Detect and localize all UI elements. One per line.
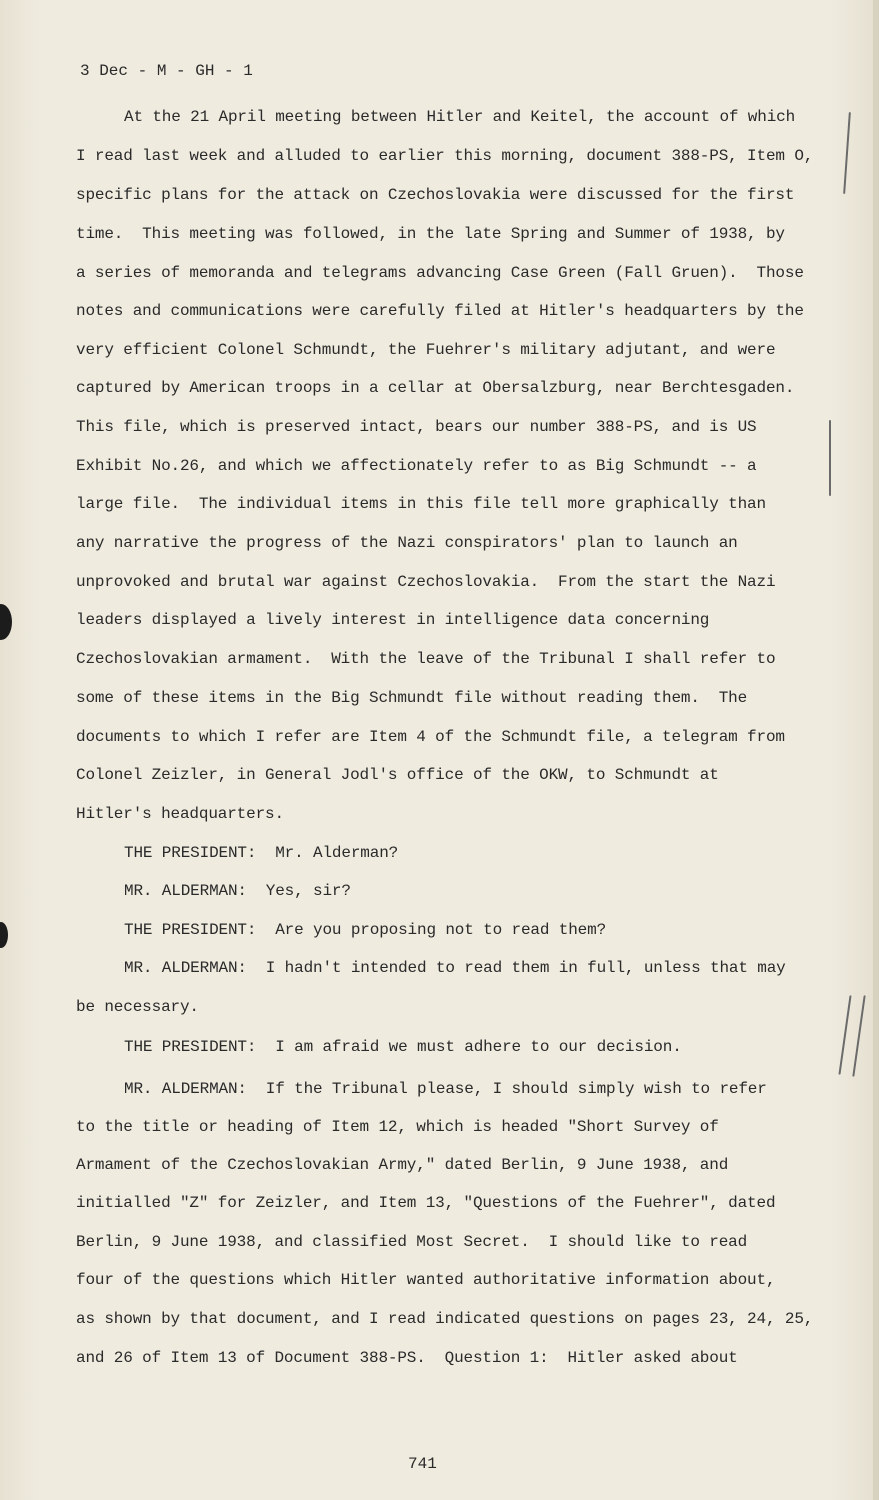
text-line: very efficient Colonel Schmundt, the Fuehrer's military adjutant, and were <box>76 341 776 359</box>
text-line: I read last week and alluded to earlier this morning, document 388-PS, Item O, <box>76 147 814 165</box>
text-line: Armament of the Czechoslovakian Army," dated Berlin, 9 June 1938, and <box>76 1156 729 1174</box>
text-line: some of these items in the Big Schmundt file without reading them. The <box>76 689 748 707</box>
text-line: Exhibit No.26, and which we affectionately refer to as Big Schmundt -- a <box>76 457 757 475</box>
text-line: four of the questions which Hitler wanted authoritative information about, <box>76 1271 776 1289</box>
dialogue-line: MR. ALDERMAN: If the Tribunal please, I should simply wish to refer <box>124 1080 767 1098</box>
text-line: time. This meeting was followed, in the late Spring and Summer of 1938, by <box>76 225 785 243</box>
text-line: unprovoked and brutal war against Czechoslovakia. From the start the Nazi <box>76 573 776 591</box>
text-line: leaders displayed a lively interest in intelligence data concerning <box>76 611 710 629</box>
margin-pencil-mark <box>838 995 851 1074</box>
dialogue-line: THE PRESIDENT: Mr. Alderman? <box>124 844 399 862</box>
text-line: and 26 of Item 13 of Document 388-PS. Question 1: Hitler asked about <box>76 1349 738 1367</box>
text-line: a series of memoranda and telegrams advancing Case Green (Fall Gruen). Those <box>76 264 804 282</box>
text-line: as shown by that document, and I read indicated questions on pages 23, 24, 25, <box>76 1310 814 1328</box>
dialogue-line: THE PRESIDENT: I am afraid we must adhere to our decision. <box>124 1038 682 1056</box>
text-line: any narrative the progress of the Nazi conspirators' plan to launch an <box>76 534 738 552</box>
text-line: This file, which is preserved intact, bears our number 388-PS, and is US <box>76 418 757 436</box>
text-line: large file. The individual items in this file tell more graphically than <box>76 495 766 513</box>
text-line: specific plans for the attack on Czechoslovakia were discussed for the first <box>76 186 795 204</box>
text-line: Colonel Zeizler, in General Jodl's office of the OKW, to Schmundt at <box>76 766 719 784</box>
text-line: documents to which I refer are Item 4 of the Schmundt file, a telegram from <box>76 728 785 746</box>
punch-hole-mark-small <box>0 922 8 948</box>
text-line: Czechoslovakian armament. With the leave of the Tribunal I shall refer to <box>76 650 776 668</box>
text-line: to the title or heading of Item 12, which is headed "Short Survey of <box>76 1118 719 1136</box>
page-edge-shadow <box>873 0 879 1500</box>
dialogue-line: MR. ALDERMAN: I hadn't intended to read them in full, unless that may <box>124 959 786 977</box>
dialogue-line: THE PRESIDENT: Are you proposing not to read them? <box>124 921 607 939</box>
text-line: initialled "Z" for Zeizler, and Item 13, "Questions of the Fuehrer", dated <box>76 1194 776 1212</box>
text-line: Hitler's headquarters. <box>76 805 284 823</box>
text-line: notes and communications were carefully filed at Hitler's headquarters by the <box>76 302 804 320</box>
text-line: be necessary. <box>76 998 199 1016</box>
dialogue-line: MR. ALDERMAN: Yes, sir? <box>124 882 351 900</box>
page-number: 741 <box>408 1455 437 1473</box>
text-line: captured by American troops in a cellar at Obersalzburg, near Berchtesgaden. <box>76 379 795 397</box>
margin-pencil-mark <box>829 420 831 496</box>
margin-pencil-mark <box>852 995 865 1076</box>
document-header: 3 Dec - M - GH - 1 <box>80 62 253 80</box>
text-line: At the 21 April meeting between Hitler and Keitel, the account of which <box>124 108 796 126</box>
margin-pencil-mark <box>843 112 851 194</box>
text-line: Berlin, 9 June 1938, and classified Most Secret. I should like to read <box>76 1233 748 1251</box>
punch-hole-mark <box>0 604 12 640</box>
